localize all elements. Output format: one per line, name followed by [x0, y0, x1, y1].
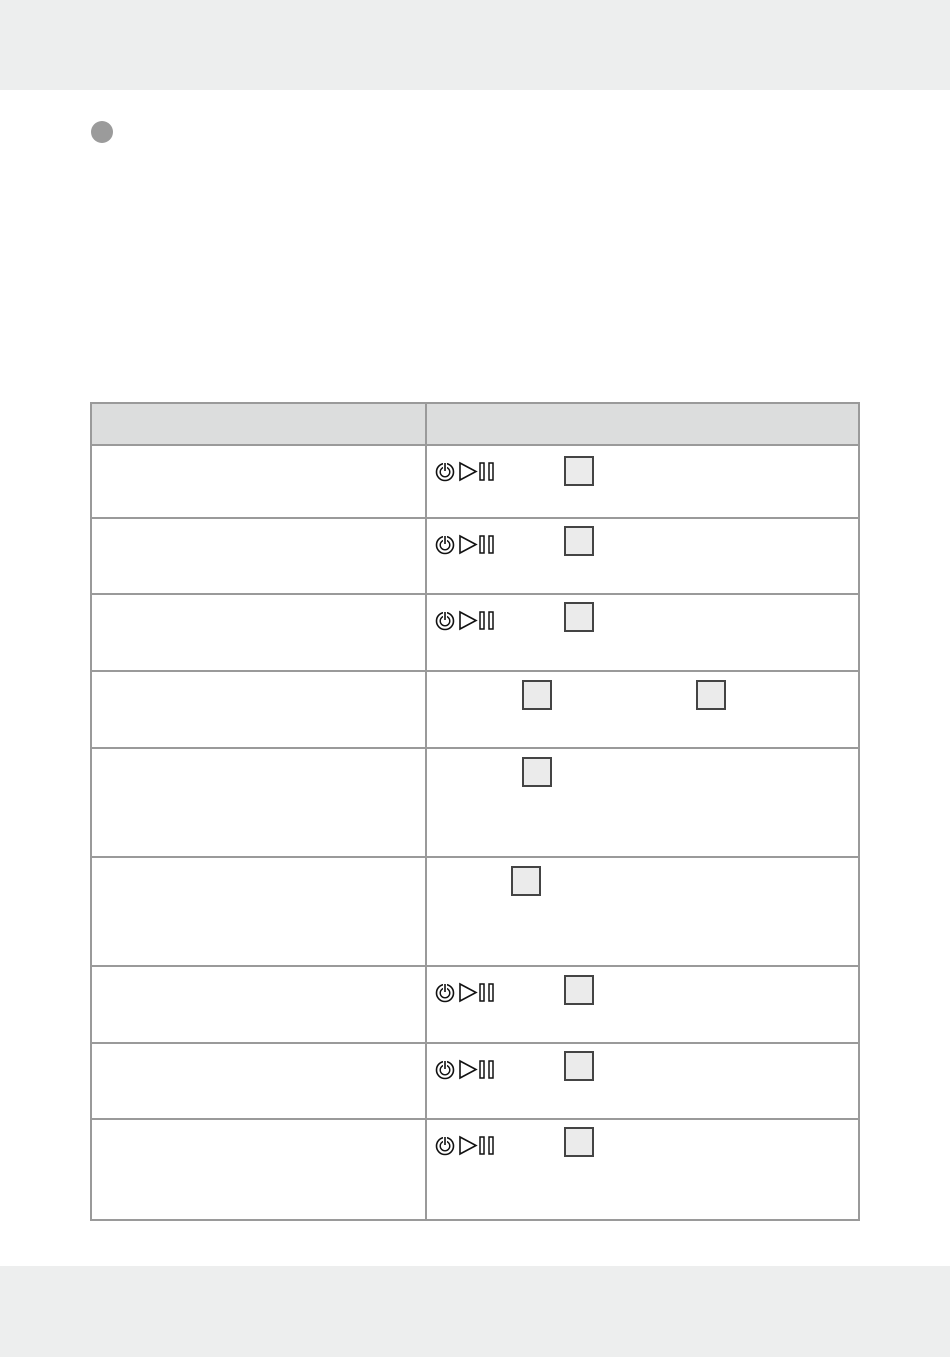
power-play-pause-icon	[435, 1058, 497, 1080]
power-play-pause-icon	[435, 609, 497, 631]
bottom-band	[0, 1266, 950, 1357]
key-symbol	[564, 456, 594, 486]
table-row	[92, 858, 858, 965]
top-band	[0, 0, 950, 90]
table-row	[92, 1120, 858, 1221]
key-symbol	[564, 1127, 594, 1157]
power-play-pause-icon	[435, 1134, 497, 1156]
table-row	[92, 749, 858, 856]
table-row	[92, 1044, 858, 1119]
key-symbol	[511, 866, 541, 896]
power-play-pause-icon	[435, 981, 497, 1003]
power-play-pause-icon	[435, 460, 497, 482]
key-symbol	[564, 975, 594, 1005]
table-header	[92, 404, 858, 444]
table-row	[92, 672, 858, 747]
controls-table	[90, 402, 860, 1221]
table-row	[92, 519, 858, 594]
power-play-pause-icon	[435, 533, 497, 555]
key-symbol	[564, 602, 594, 632]
table-row	[92, 446, 858, 518]
key-symbol	[522, 757, 552, 787]
table-row	[92, 595, 858, 670]
key-symbol	[696, 680, 726, 710]
table-row	[92, 967, 858, 1042]
key-symbol	[522, 680, 552, 710]
key-symbol	[564, 1051, 594, 1081]
key-symbol	[564, 526, 594, 556]
section-bullet	[91, 121, 113, 143]
